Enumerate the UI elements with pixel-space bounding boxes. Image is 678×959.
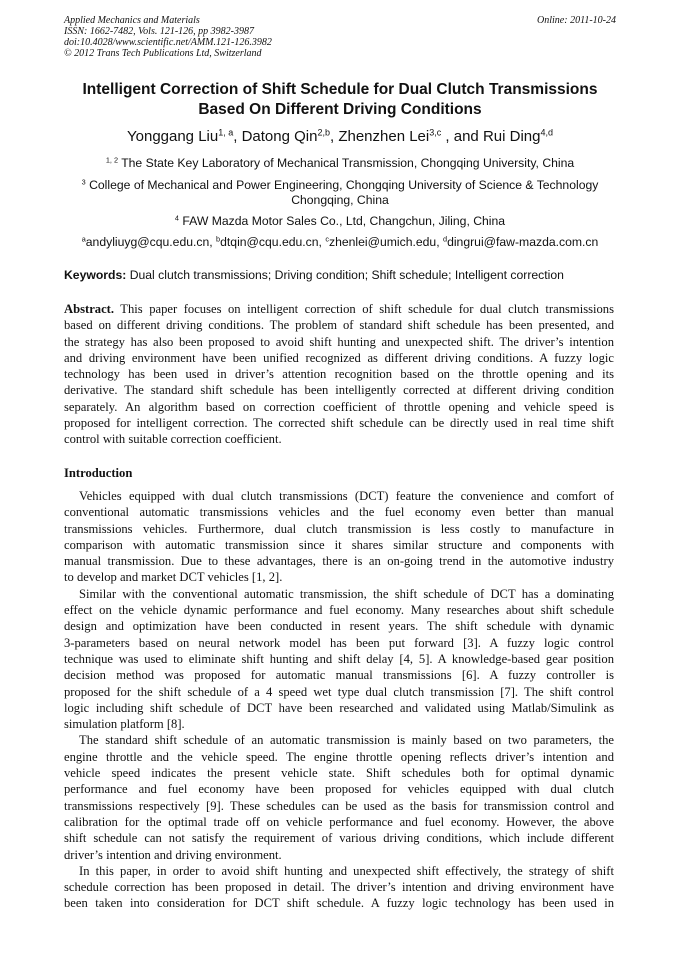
text-line: engine throttle and the vehicle speed. The engine throttle opening reflects driver’s intention and bbox=[64, 749, 614, 764]
text-line bbox=[64, 382, 614, 398]
online-date: Online: 2011-10-24 bbox=[537, 15, 616, 26]
abstract-text: separately. An algorithm based on correction coefficient of throttle opening and vehicle speed is bbox=[64, 399, 614, 414]
abstract-text: derivative. The standard shift schedule has been intelligently corrected at different driving condition bbox=[64, 383, 614, 398]
text-line: simulation platform [8]. bbox=[64, 717, 185, 732]
text-line bbox=[64, 334, 614, 350]
email-sup: a bbox=[81, 234, 86, 244]
abstract-text: the strategy has also been proposed to avoid shift hunting and unexpected shift. The driver’s intention bbox=[64, 334, 614, 349]
text-line: In this paper, in order to avoid shift hunting and unexpected shift effectively, the strategy of shift bbox=[79, 863, 614, 878]
author-sup: 1, a bbox=[218, 127, 234, 138]
email: dtqin@cqu.edu.cn, bbox=[220, 235, 326, 249]
introduction-body bbox=[64, 488, 614, 912]
affiliation-text: The State Key Laboratory of Mechanical Transmission, Chongqing University, China bbox=[118, 156, 575, 170]
text-line: effect on the vehicle dynamic performance and fuel economy. Many researches about shift schedule bbox=[64, 603, 614, 618]
author-name: Zhenzhen Lei bbox=[338, 128, 430, 145]
author-name: Rui Ding bbox=[482, 128, 541, 145]
text-line: design and optimization have been conducted in resent years. The shift schedule with dynamic bbox=[64, 619, 614, 634]
text-line bbox=[64, 350, 614, 366]
text-line: transmissions respectively [9]. These schedules can be used as the basis for transmission control and bbox=[64, 798, 614, 813]
text-line: decision method was proposed for automatic manual transmissions [6]. A fuzzy controller is bbox=[64, 668, 614, 683]
text-line: schedule correction has been proposed in detail. The driver’s intention and driving environment have bbox=[64, 880, 614, 895]
title-line: Intelligent Correction of Shift Schedule for Dual Clutch Transmissions bbox=[82, 81, 598, 98]
text-line: Similar with the conventional automatic transmission, the shift schedule of DCT has a dominating bbox=[79, 586, 614, 601]
author-sup: 2,b bbox=[317, 127, 330, 138]
text-line: logic including shift schedule of DCT have been researched and validated using Matlab/Simulink as bbox=[64, 700, 614, 715]
abstract-text: proposed for intelligent correction. The corrected shift schedule can be directly used in real time shift bbox=[64, 416, 614, 431]
text-line: conventional automatic transmissions vehicles and the fuel economy even better than manual bbox=[64, 505, 614, 520]
authors bbox=[20, 128, 660, 146]
issn: ISSN: 1662-7482, Vols. 121-126, pp 3982-3987 bbox=[64, 26, 254, 37]
affiliation bbox=[20, 156, 660, 171]
text-line: technique was used to eliminate shift hunting and shift delay [4, 5]. A knowledge-based gear position bbox=[64, 651, 614, 666]
affiliation bbox=[20, 193, 660, 208]
author-sep: , and bbox=[441, 128, 483, 145]
keywords-label: Keywords: bbox=[64, 268, 127, 282]
affiliation-text: Chongqing, China bbox=[291, 193, 389, 207]
text-line: manual transmission. Due to these advantages, there is an on-going trend in the automotive industry bbox=[64, 554, 614, 569]
title-line: Based On Different Driving Conditions bbox=[198, 101, 482, 118]
abstract-text: This paper focuses on intelligent correction of shift schedule for dual clutch transmissions bbox=[114, 302, 614, 316]
author-sep: , bbox=[233, 128, 242, 145]
abstract-label: Abstract. bbox=[64, 302, 115, 316]
email: dingrui@faw-mazda.com.cn bbox=[447, 235, 599, 249]
paper-title bbox=[40, 80, 640, 120]
text-line: proposed for the shift schedule of a 4 speed wet type dual clutch transmission [7]. The shift control bbox=[64, 684, 614, 699]
paragraph bbox=[64, 863, 614, 912]
text-line bbox=[64, 317, 614, 333]
journal-header bbox=[64, 15, 616, 59]
email-sup: d bbox=[442, 234, 448, 244]
text-line: performance and fuel economy have been proposed for vehicles equipped with dual clutch bbox=[64, 782, 614, 797]
affiliation-sup: 3 bbox=[81, 177, 86, 187]
text-line: calibration for the optimal trade off on vehicle performance and fuel economy. However, the above bbox=[64, 814, 614, 829]
author-sep: , bbox=[329, 128, 339, 145]
affiliation-sup: 4 bbox=[174, 213, 179, 223]
author-sup: 4,d bbox=[540, 127, 553, 138]
affiliation-sup: 1, 2 bbox=[105, 155, 119, 165]
text-line bbox=[64, 415, 614, 431]
affiliation bbox=[20, 178, 660, 193]
paragraph bbox=[64, 732, 614, 862]
author-sup: 3,c bbox=[429, 127, 442, 138]
text-line: driver’s intention and driving environment. bbox=[64, 847, 282, 862]
text-line bbox=[64, 399, 614, 415]
copyright: © 2012 Trans Tech Publications Ltd, Switzerland bbox=[64, 48, 262, 59]
text-line: 3-parameters based on neural network model has been put forward [3]. A fuzzy logic control bbox=[64, 635, 614, 650]
text-line: The standard shift schedule of an automatic transmission is mainly based on two parameters, the bbox=[79, 733, 614, 748]
journal-name: Applied Mechanics and Materials bbox=[64, 15, 200, 26]
text-line bbox=[64, 431, 614, 447]
author-name: Yonggang Liu bbox=[127, 128, 219, 145]
abstract-text: control with suitable correction coefficient. bbox=[64, 432, 282, 447]
paragraph bbox=[64, 488, 614, 586]
email-sup: b bbox=[216, 234, 221, 244]
affiliation-text: FAW Mazda Motor Sales Co., Ltd, Changchun, Jiling, China bbox=[179, 214, 506, 228]
text-line bbox=[64, 366, 614, 382]
doi: doi:10.4028/www.scientific.net/AMM.121-126.3982 bbox=[64, 37, 272, 48]
abstract-text: based on different driving conditions. The problem of standard shift schedule has been presented, and bbox=[64, 318, 614, 333]
text-line: shift schedule can not satisfy the requirement of various driving conditions, which include different bbox=[64, 831, 614, 846]
keywords-text: Dual clutch transmissions; Driving condition; Shift schedule; Intelligent correction bbox=[126, 268, 564, 282]
text-line bbox=[64, 301, 614, 317]
text-line: transmissions vehicles. Furthermore, dual clutch transmission is less costly to manufacture in bbox=[64, 521, 614, 536]
email: zhenlei@umich.edu, bbox=[328, 235, 443, 249]
email: andyliuyg@cqu.edu.cn, bbox=[85, 235, 217, 249]
keywords bbox=[64, 268, 564, 282]
affiliation bbox=[20, 214, 660, 229]
abstract bbox=[64, 301, 614, 448]
abstract-text: technology has been used in driver’s attention recognition based on the throttle opening and its bbox=[64, 367, 614, 382]
section-heading: Introduction bbox=[64, 466, 133, 480]
paragraph bbox=[64, 586, 614, 733]
author-name: Datong Qin bbox=[241, 128, 318, 145]
emails bbox=[20, 235, 660, 250]
text-line: vehicle speed indicates the present vehicle state. Shift schedules both for optimal dynamic bbox=[64, 766, 614, 781]
text-line: Vehicles equipped with dual clutch transmissions (DCT) feature the convenience and comfort of bbox=[79, 489, 614, 503]
email-sup: c bbox=[325, 234, 329, 244]
text-line: been taken into consideration for DCT shift schedule. A fuzzy logic technology has been used in bbox=[64, 896, 614, 911]
text-line: comparison with automatic transmission since it shares similar structure and components with bbox=[64, 537, 614, 552]
text-line: to develop and market DCT vehicles [1, 2]. bbox=[64, 570, 283, 585]
affiliation-text: College of Mechanical and Power Engineering, Chongqing University of Science & Technology bbox=[85, 178, 599, 192]
abstract-text: and driving environment have been unified recognized as different driving conditions. A fuzzy logic bbox=[64, 350, 614, 365]
